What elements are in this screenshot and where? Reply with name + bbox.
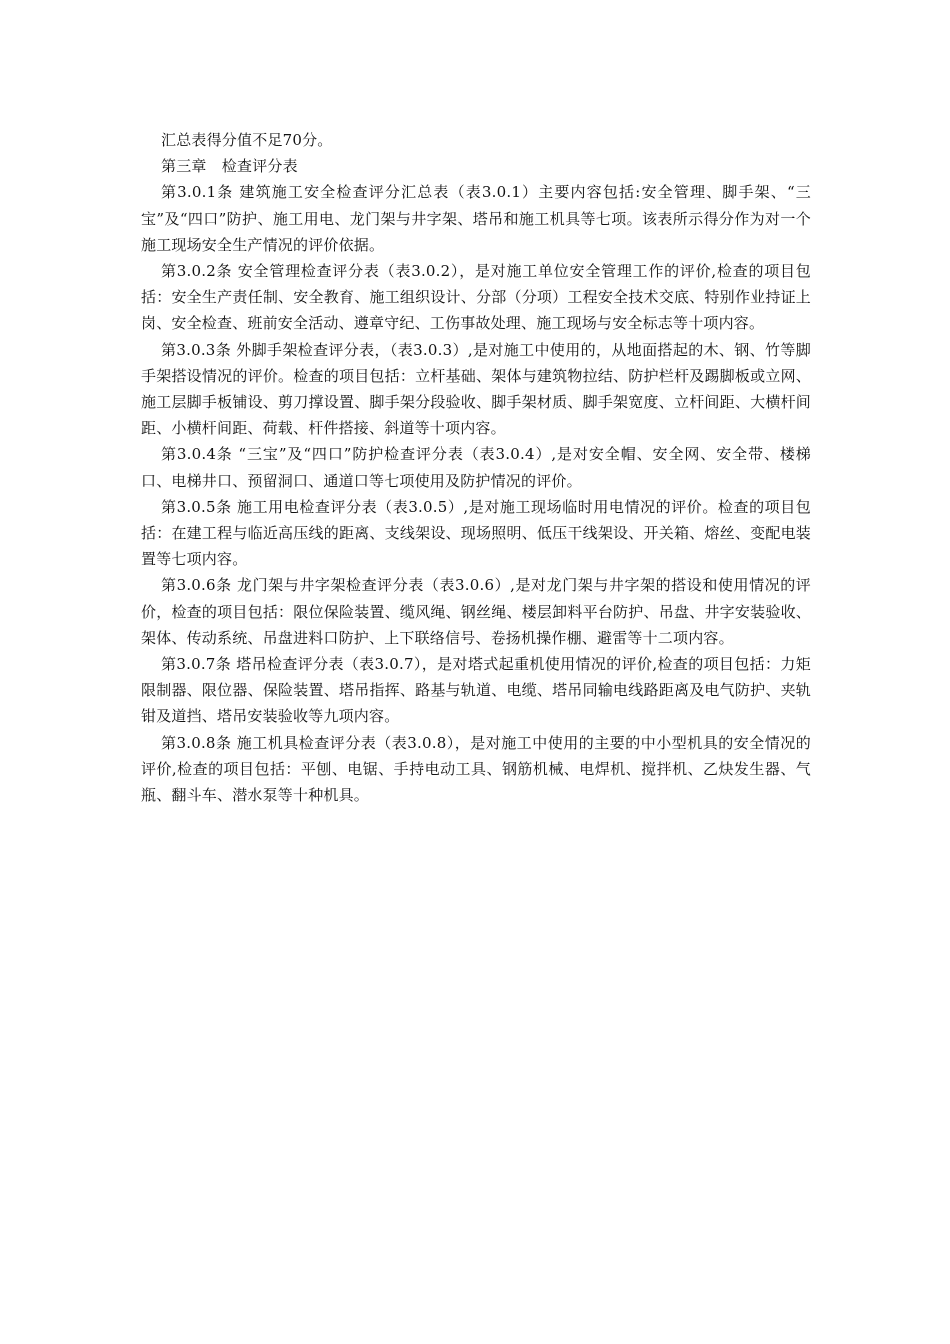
article-3-0-1: 第3.0.1条 建筑施工安全检查评分汇总表（表3.0.1）主要内容包括:安全管理、脚手架、“三宝”及“四口”防护、施工用电、龙门架与井字架、塔吊和施工机具等七项。该表所示得分作为对一个施工现场安全生产情况的评价依据。 bbox=[141, 183, 811, 254]
chapter-heading: 第三章 检查评分表 bbox=[161, 157, 298, 176]
article-3-0-7: 第3.0.7条 塔吊检查评分表（表3.0.7），是对塔式起重机使用情况的评价,检查的项目包括：力矩限制器、限位器、保险装置、塔吊指挥、路基与轨道、电缆、塔吊同输电线路距离及电气防护、夹轨钳及道挡、塔吊安装验收等九项内容。 bbox=[141, 655, 811, 726]
article-3-0-4: 第3.0.4条 “三宝”及“四口”防护检查评分表（表3.0.4）,是对安全帽、安全网、安全带、楼梯口、电梯井口、预留洞口、通道口等七项使用及防护情况的评价。 bbox=[141, 445, 811, 490]
article-3-0-5: 第3.0.5条 施工用电检查评分表（表3.0.5）,是对施工现场临时用电情况的评价。检查的项目包括：在建工程与临近高压线的距离、支线架设、现场照明、低压干线架设、开关箱、熔丝、变配电装置等七项内容。 bbox=[141, 497, 811, 569]
paragraph-summary-note: 汇总表得分值不足70分。 bbox=[161, 131, 333, 149]
article-3-0-3: 第3.0.3条 外脚手架检查评分表，（表3.0.3）,是对施工中使用的，从地面搭起的木、钢、竹等脚手架搭设情况的评价。检查的项目包括：立杆基础、架体与建筑物拉结、防护栏杆及踢脚板或立网、施工层脚手板铺设、剪刀撑设置、脚手架分段验收、脚手架材质、脚手架宽度、立杆间距、大横杆间距、小横杆间距、荷载、杆件搭接、斜道等十项内容。 bbox=[141, 340, 811, 438]
article-3-0-8: 第3.0.8条 施工机具检查评分表（表3.0.8），是对施工中使用的主要的中小型机具的安全情况的评价,检查的项目包括：平刨、电锯、手持电动工具、钢筋机械、电焊机、搅拌机、乙炔发生器、气瓶、翻斗车、潜水泵等十种机具。 bbox=[141, 733, 811, 805]
document-body bbox=[141, 127, 811, 808]
article-3-0-2: 第3.0.2条 安全管理检查评分表（表3.0.2），是对施工单位安全管理工作的评价,检查的项目包括：安全生产责任制、安全教育、施工组织设计、分部（分项）工程安全技术交底、特别作业持证上岗、安全检查、班前安全活动、遵章守纪、工伤事故处理、施工现场与安全标志等十项内容。 bbox=[141, 262, 811, 333]
article-3-0-6: 第3.0.6条 龙门架与井字架检查评分表（表3.0.6）,是对龙门架与井字架的搭设和使用情况的评价，检查的项目包括：限位保险装置、缆风绳、钢丝绳、楼层卸料平台防护、吊盘、井字安装验收、架体、传动系统、吊盘进料口防护、上下联络信号、卷扬机操作棚、避雷等十二项内容。 bbox=[141, 576, 811, 647]
